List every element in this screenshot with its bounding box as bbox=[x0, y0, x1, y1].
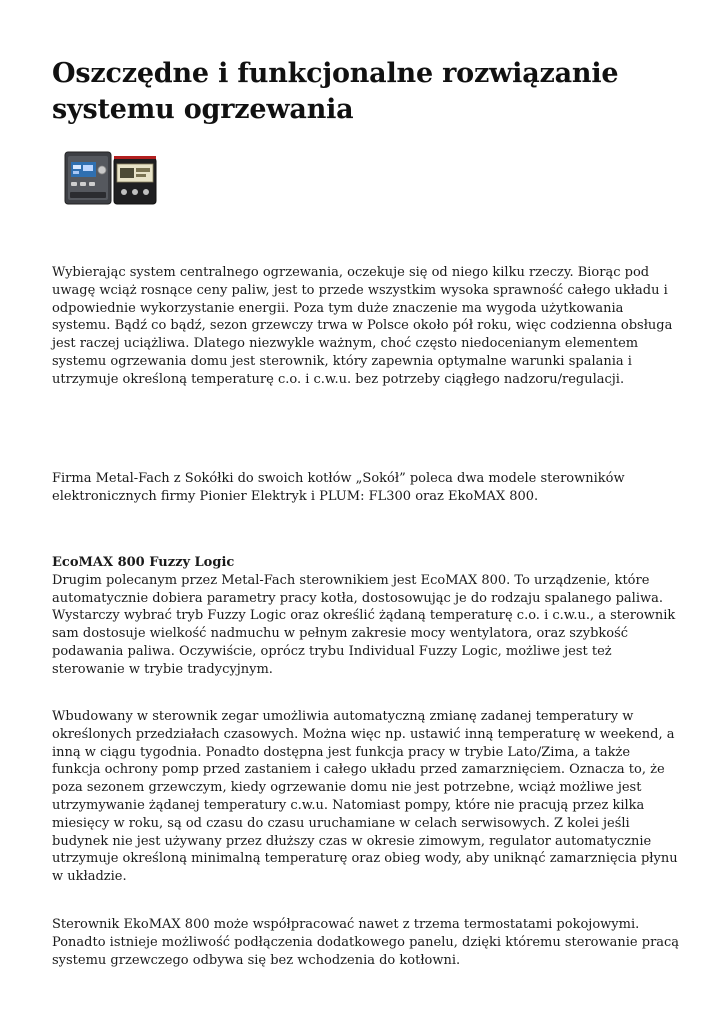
paragraph-metal-fach: Firma Metal-Fach z Sokółki do swoich kotłów „Sokół” poleca dwa modele sterowników elektronicznych firmy Pionier Elektryk i PLUM: FL300 oraz EkoMAX 800. bbox=[52, 471, 625, 504]
controller-devices-photo bbox=[64, 140, 158, 206]
paragraph-ecomax: Drugim polecanym przez Metal-Fach sterownikiem jest EcoMAX 800. To urządzenie, które automatycznie dobiera parametry pracy kotła, dostosowując je do rodzaju spalanego paliwa. Wystarczy wybrać tryb Fuzzy Logic oraz określić żądaną temperaturę c.o. i c.w.u., a sterownik sam dostosuje wielkość nadmuchu w pełnym zakresie mocy wentylatora, oraz szybkość podawania paliwa. Oczywiście, oprócz trybu Individual Fuzzy Logic, możliwe jest też sterowanie w trybie tradycyjnym. bbox=[52, 572, 676, 677]
paragraph-intro: Wybierając system centralnego ogrzewania, oczekuje się od niego kilku rzeczy. Biorąc pod uwagę wciąż rosnące ceny paliw, jest to przede wszystkim wysoka sprawność całego układu i odpowiednie wykorzystanie energii. Poza tym duże znaczenie ma wygoda użytkowania systemu. Bądź co bądź, sezon grzewczy trwa w Polsce około pół roku, więc codzienna obsługa jest raczej uciążliwa. Dlatego niezwykle ważnym, choć często niedocenianym elementem systemu ogrzewania domu jest sterownik, który zapewnia optymalne warunki spalania i utrzymuje określoną temperaturę c.o. i c.w.u. bez potrzeby ciągłego nadzoru/regulacji. bbox=[52, 265, 673, 387]
section-heading: EcoMAX 800 Fuzzy Logic bbox=[52, 555, 235, 570]
paragraph-clock: Wbudowany w sterownik zegar umożliwia automatyczną zmianę zadanej temperatury w określonych przedziałach czasowych. Można więc np. ustawić inną temperaturę w weekend, a inną w ciągu tygodnia. Ponadto dostępna jest funkcja pracy w trybie Lato/Zima, a także funkcja ochrony pomp przed zastaniem i całego układu przed zamarznięciem. Oznacza to, że poza sezonem grzewczym, kiedy ogrzewanie domu nie jest potrzebne, wciąż możliwe jest utrzymywanie żądanej temperatury c.w.u. Natomiast pompy, które nie pracują przez kilka miesięcy w roku, są od czasu do czasu uruchamiane w celach serwisowych. Z kolei jeśli budynek nie jest używany przez dłuższy czas w okresie zimowym, regulator automatycznie utrzymuje określoną minimalną temperaturę oraz obieg wody, aby uniknąć zamarznięcia płynu w układzie. bbox=[52, 709, 678, 885]
article-title: Oszczędne i funkcjonalne rozwiązanie systemu ogrzewania bbox=[52, 58, 619, 125]
paragraph-thermostats: Sterownik EkoMAX 800 może współpracować nawet z trzema termostatami pokojowymi. Ponadto istnieje możliwość podłączenia dodatkowego panelu, dzięki któremu sterowanie pracą systemu grzewczego odbywa się bez wchodzenia do kotłowni. bbox=[52, 917, 680, 968]
controller-devices-illustration bbox=[64, 140, 158, 206]
section-ecomax bbox=[52, 554, 682, 679]
